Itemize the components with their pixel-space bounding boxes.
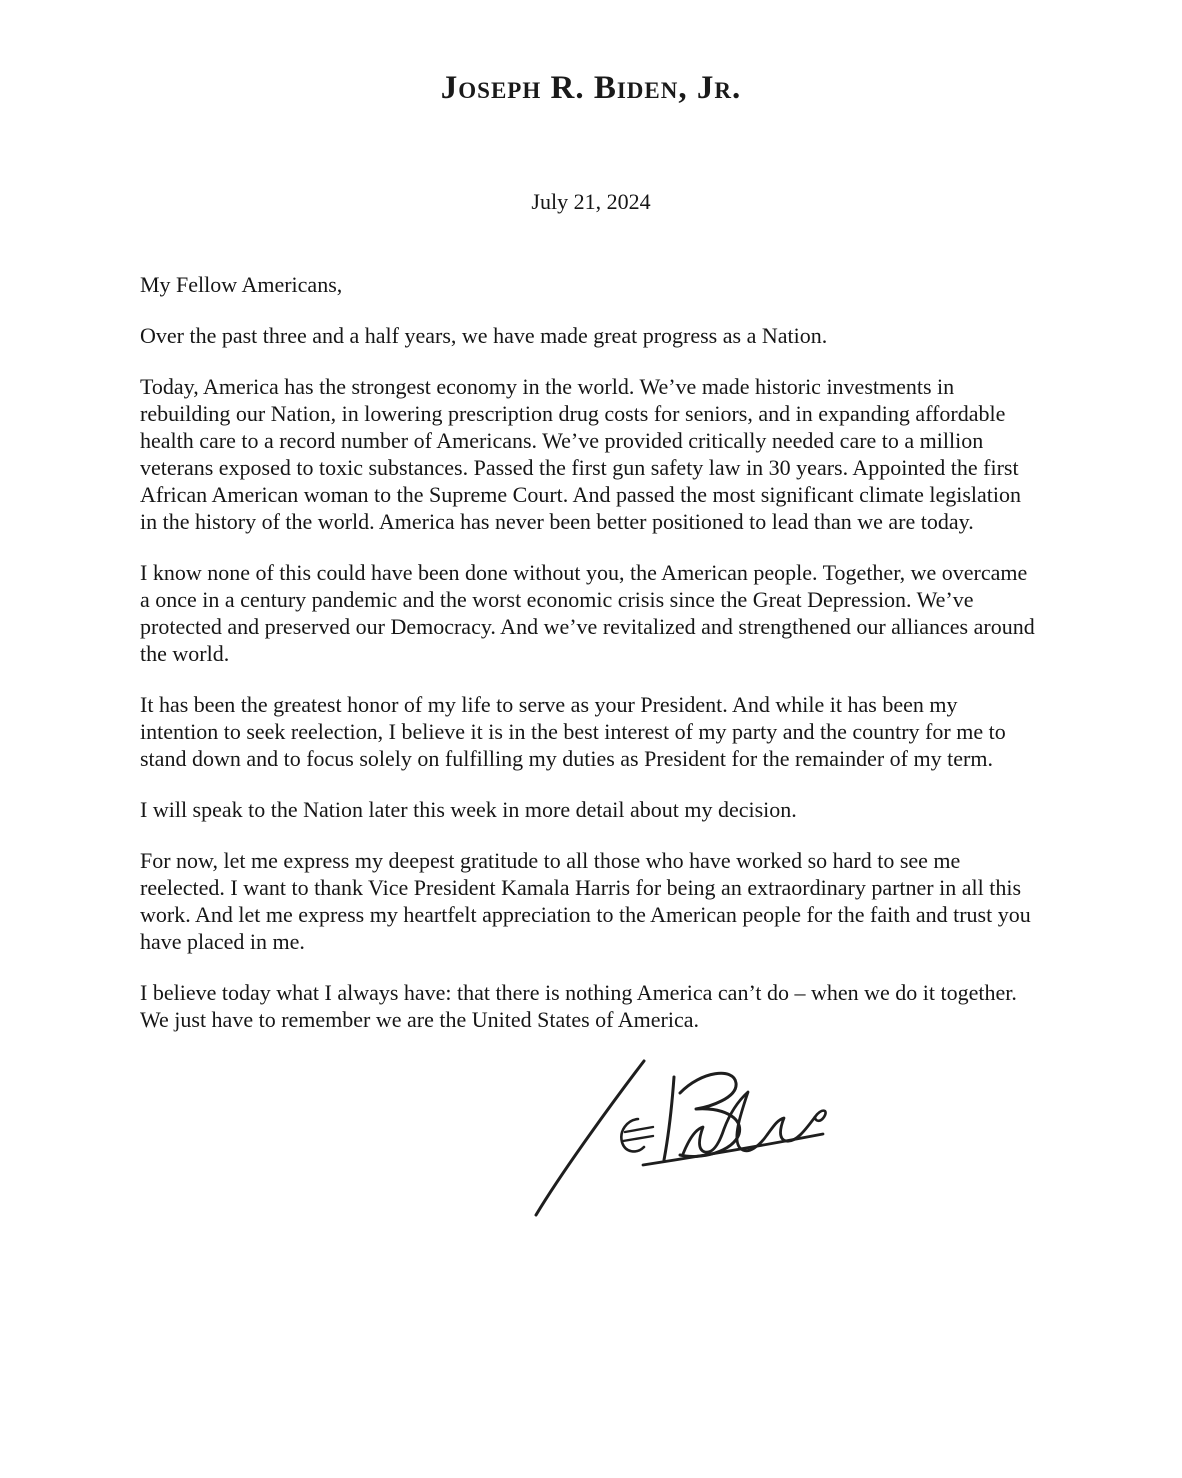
paragraph-closing-belief: I believe today what I always have: that there is nothing America can’t do – when we do it together. We just have to remember we are the United States of America. (140, 980, 1017, 1032)
paragraph-economy-achievements: Today, America has the strongest economy in the world. We’ve made historic investments in rebuilding our Nation, in lowering prescription drug costs for seniors, and in expanding affordable health care to a record number of Americans. We’ve provided critically needed care to a million veterans exposed to toxic substances. Passed the first gun safety law in 30 years. Appointed the first African American woman to the Supreme Court. And passed the most significant climate legislation in the history of the world. America has never been better positioned to lead than we are today. (140, 374, 1022, 534)
biden-signature-icon (533, 1057, 835, 1223)
paragraph-american-people: I know none of this could have been done without you, the American people. Together, we overcame a once in a century pandemic and the worst economic crisis since the Great Depression. We’ve protected and preserved our Democracy. And we’ve revitalized and strengthened our alliances around the world. (140, 560, 1035, 666)
salutation: My Fellow Americans, (140, 272, 343, 297)
letter-date: July 21, 2024 (531, 189, 651, 214)
signature-block (533, 1057, 835, 1223)
paragraph-gratitude-harris: For now, let me express my deepest gratitude to all those who have worked so hard to see me reelected. I want to thank Vice President Kamala Harris for being an extraordinary partner in all this work. And let me express my heartfelt appreciation to the American people for the faith and trust you have placed in me. (140, 848, 1031, 954)
paragraph-speak-to-nation: I will speak to the Nation later this week in more detail about my decision. (140, 797, 797, 822)
paragraph-progress: Over the past three and a half years, we have made great progress as a Nation. (140, 323, 828, 348)
paragraph-stand-down: It has been the greatest honor of my life to serve as your President. And while it has been my intention to seek reelection, I believe it is in the best interest of my party and the country for me to stand down and to focus solely on fulfilling my duties as President for the remainder of my term. (140, 692, 1006, 771)
letterhead-name: Joseph R. Biden, Jr. (440, 70, 742, 106)
letter-body (140, 271, 1037, 1223)
letter-header (0, 0, 1182, 215)
